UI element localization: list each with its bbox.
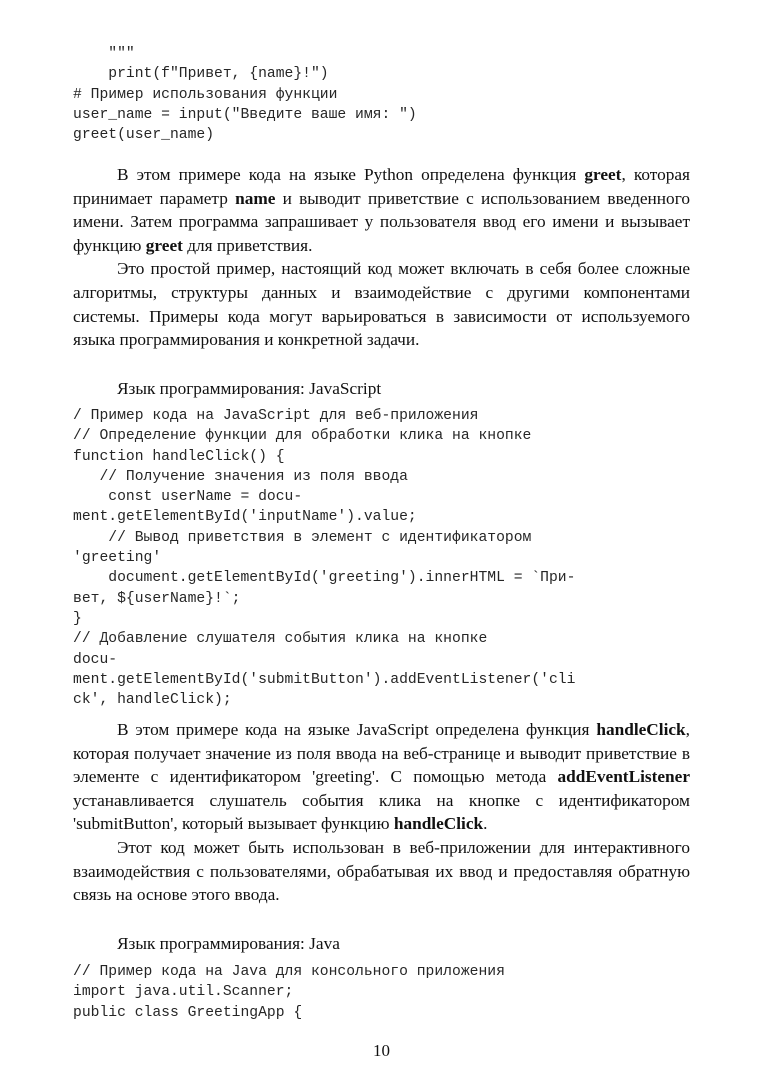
code-line: // Вывод приветствия в элемент с идентификатором: [73, 529, 532, 546]
code-line: ment.getElementById('inputName').value;: [73, 509, 417, 526]
paragraph-web-usage: Этот код может быть использован в веб-приложении для интерактивного взаимодействия с пользователями, обрабатывая их ввод и предоставляя обратную связь на основе этого ввода.: [73, 837, 690, 905]
code-line: # Пример использования функции: [73, 86, 338, 103]
code-line: user_name = input("Введите ваше имя: "): [73, 106, 417, 123]
python-code-block: [73, 44, 703, 145]
code-line: document.getElementById('greeting').innerHTML = `При-: [73, 570, 576, 587]
code-line: вет, ${userName}!`;: [73, 590, 241, 607]
paragraph-python-explanation: В этом примере кода на языке Python определена функция greet, которая принимает параметр name и выводит приветствие с использованием введенного имени. Затем программа запрашивает у пользователя ввод его имени и вызывает функцию greet для приветствия.: [73, 165, 690, 255]
code-line: / Пример кода на JavaScript для веб-приложения: [73, 408, 479, 424]
paragraph-javascript-explanation: В этом примере кода на языке JavaScript определена функция handleClick, которая получает значение из поля ввода на веб-странице и выводит приветствие в элементе с идентификатором 'greeting'. С помощью метода addEventListener устанавливается слушатель события клика на кнопке с идентификатором 'submitButton', который вызывает функцию handleClick.: [73, 720, 690, 834]
paragraph-simple-example: Это простой пример, настоящий код может включать в себя более сложные алгоритмы, структуры данных и взаимодействие с другими компонентами системы. Примеры кода могут варьироваться в зависимости от используемого языка программирования и конкретной задачи.: [73, 259, 690, 350]
code-line: }: [73, 610, 82, 627]
text-section-2: [73, 718, 690, 907]
code-line: ment.getElementById('submitButton').addEventListener('cli: [73, 671, 576, 688]
code-line: public class GreetingApp {: [73, 1004, 303, 1021]
code-line: // Получение значения из поля ввода: [73, 468, 408, 485]
code-line: docu-: [73, 651, 118, 668]
code-line: 'greeting': [73, 550, 162, 567]
code-line: print(f"Привет, {name}!"): [73, 66, 329, 83]
code-line: // Добавление слушателя события клика на кнопке: [73, 631, 488, 648]
page-number: 10: [373, 1041, 390, 1060]
code-line: const userName = docu-: [73, 489, 303, 506]
code-line: // Пример кода на Java для консольного приложения: [73, 964, 505, 980]
language-label-java: Язык программирования: Java: [117, 934, 340, 953]
code-line: function handleClick() {: [73, 448, 285, 465]
code-line: """: [73, 46, 135, 62]
javascript-code-block: [73, 406, 703, 710]
code-line: import java.util.Scanner;: [73, 984, 294, 1001]
code-line: // Определение функции для обработки клика на кнопке: [73, 428, 532, 445]
java-code-block: [73, 962, 703, 1023]
language-label-javascript: Язык программирования: JavaScript: [117, 379, 382, 398]
text-section-1: [73, 163, 690, 352]
code-line: ck', handleClick);: [73, 692, 232, 709]
code-line: greet(user_name): [73, 127, 215, 144]
